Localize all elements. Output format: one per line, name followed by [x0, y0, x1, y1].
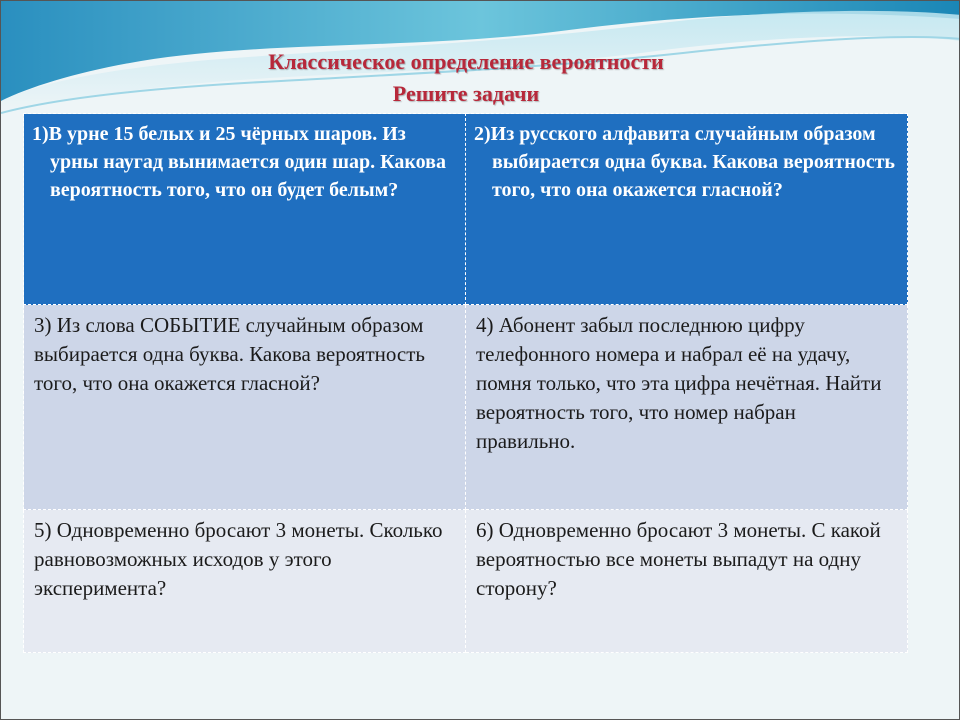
slide-title: Классическое определение вероятности — [268, 49, 664, 74]
task-cell-3: 3) Из слова СОБЫТИЕ случайным образом выбирается одна буква. Какова вероятность того, что она окажется гласной? — [24, 305, 466, 510]
task-cell-2: 2)Из русского алфавита случайным образом выбирается одна буква. Какова вероятность того, что она окажется гласной? — [466, 114, 908, 305]
tasks-table — [23, 113, 908, 653]
task-cell-4: 4) Абонент забыл последнюю цифру телефонного номера и набрал её на удачу, помня только, что эта цифра нечётная. Найти вероятность того, что номер набран правильно. — [466, 305, 908, 510]
task-cell-1: 1)В урне 15 белых и 25 чёрных шаров. Из урны наугад вынимается один шар. Какова вероятность того, что он будет белым? — [24, 114, 466, 305]
table-row — [24, 510, 908, 653]
task-cell-6: 6) Одновременно бросают 3 монеты. С какой вероятностью все монеты выпадут на одну сторону? — [466, 510, 908, 653]
table-row — [24, 305, 908, 510]
slide-subtitle: Решите задачи — [392, 81, 540, 106]
task-cell-5: 5) Одновременно бросают 3 монеты. Сколько равновозможных исходов у этого эксперимента? — [24, 510, 466, 653]
table-row — [24, 114, 908, 305]
